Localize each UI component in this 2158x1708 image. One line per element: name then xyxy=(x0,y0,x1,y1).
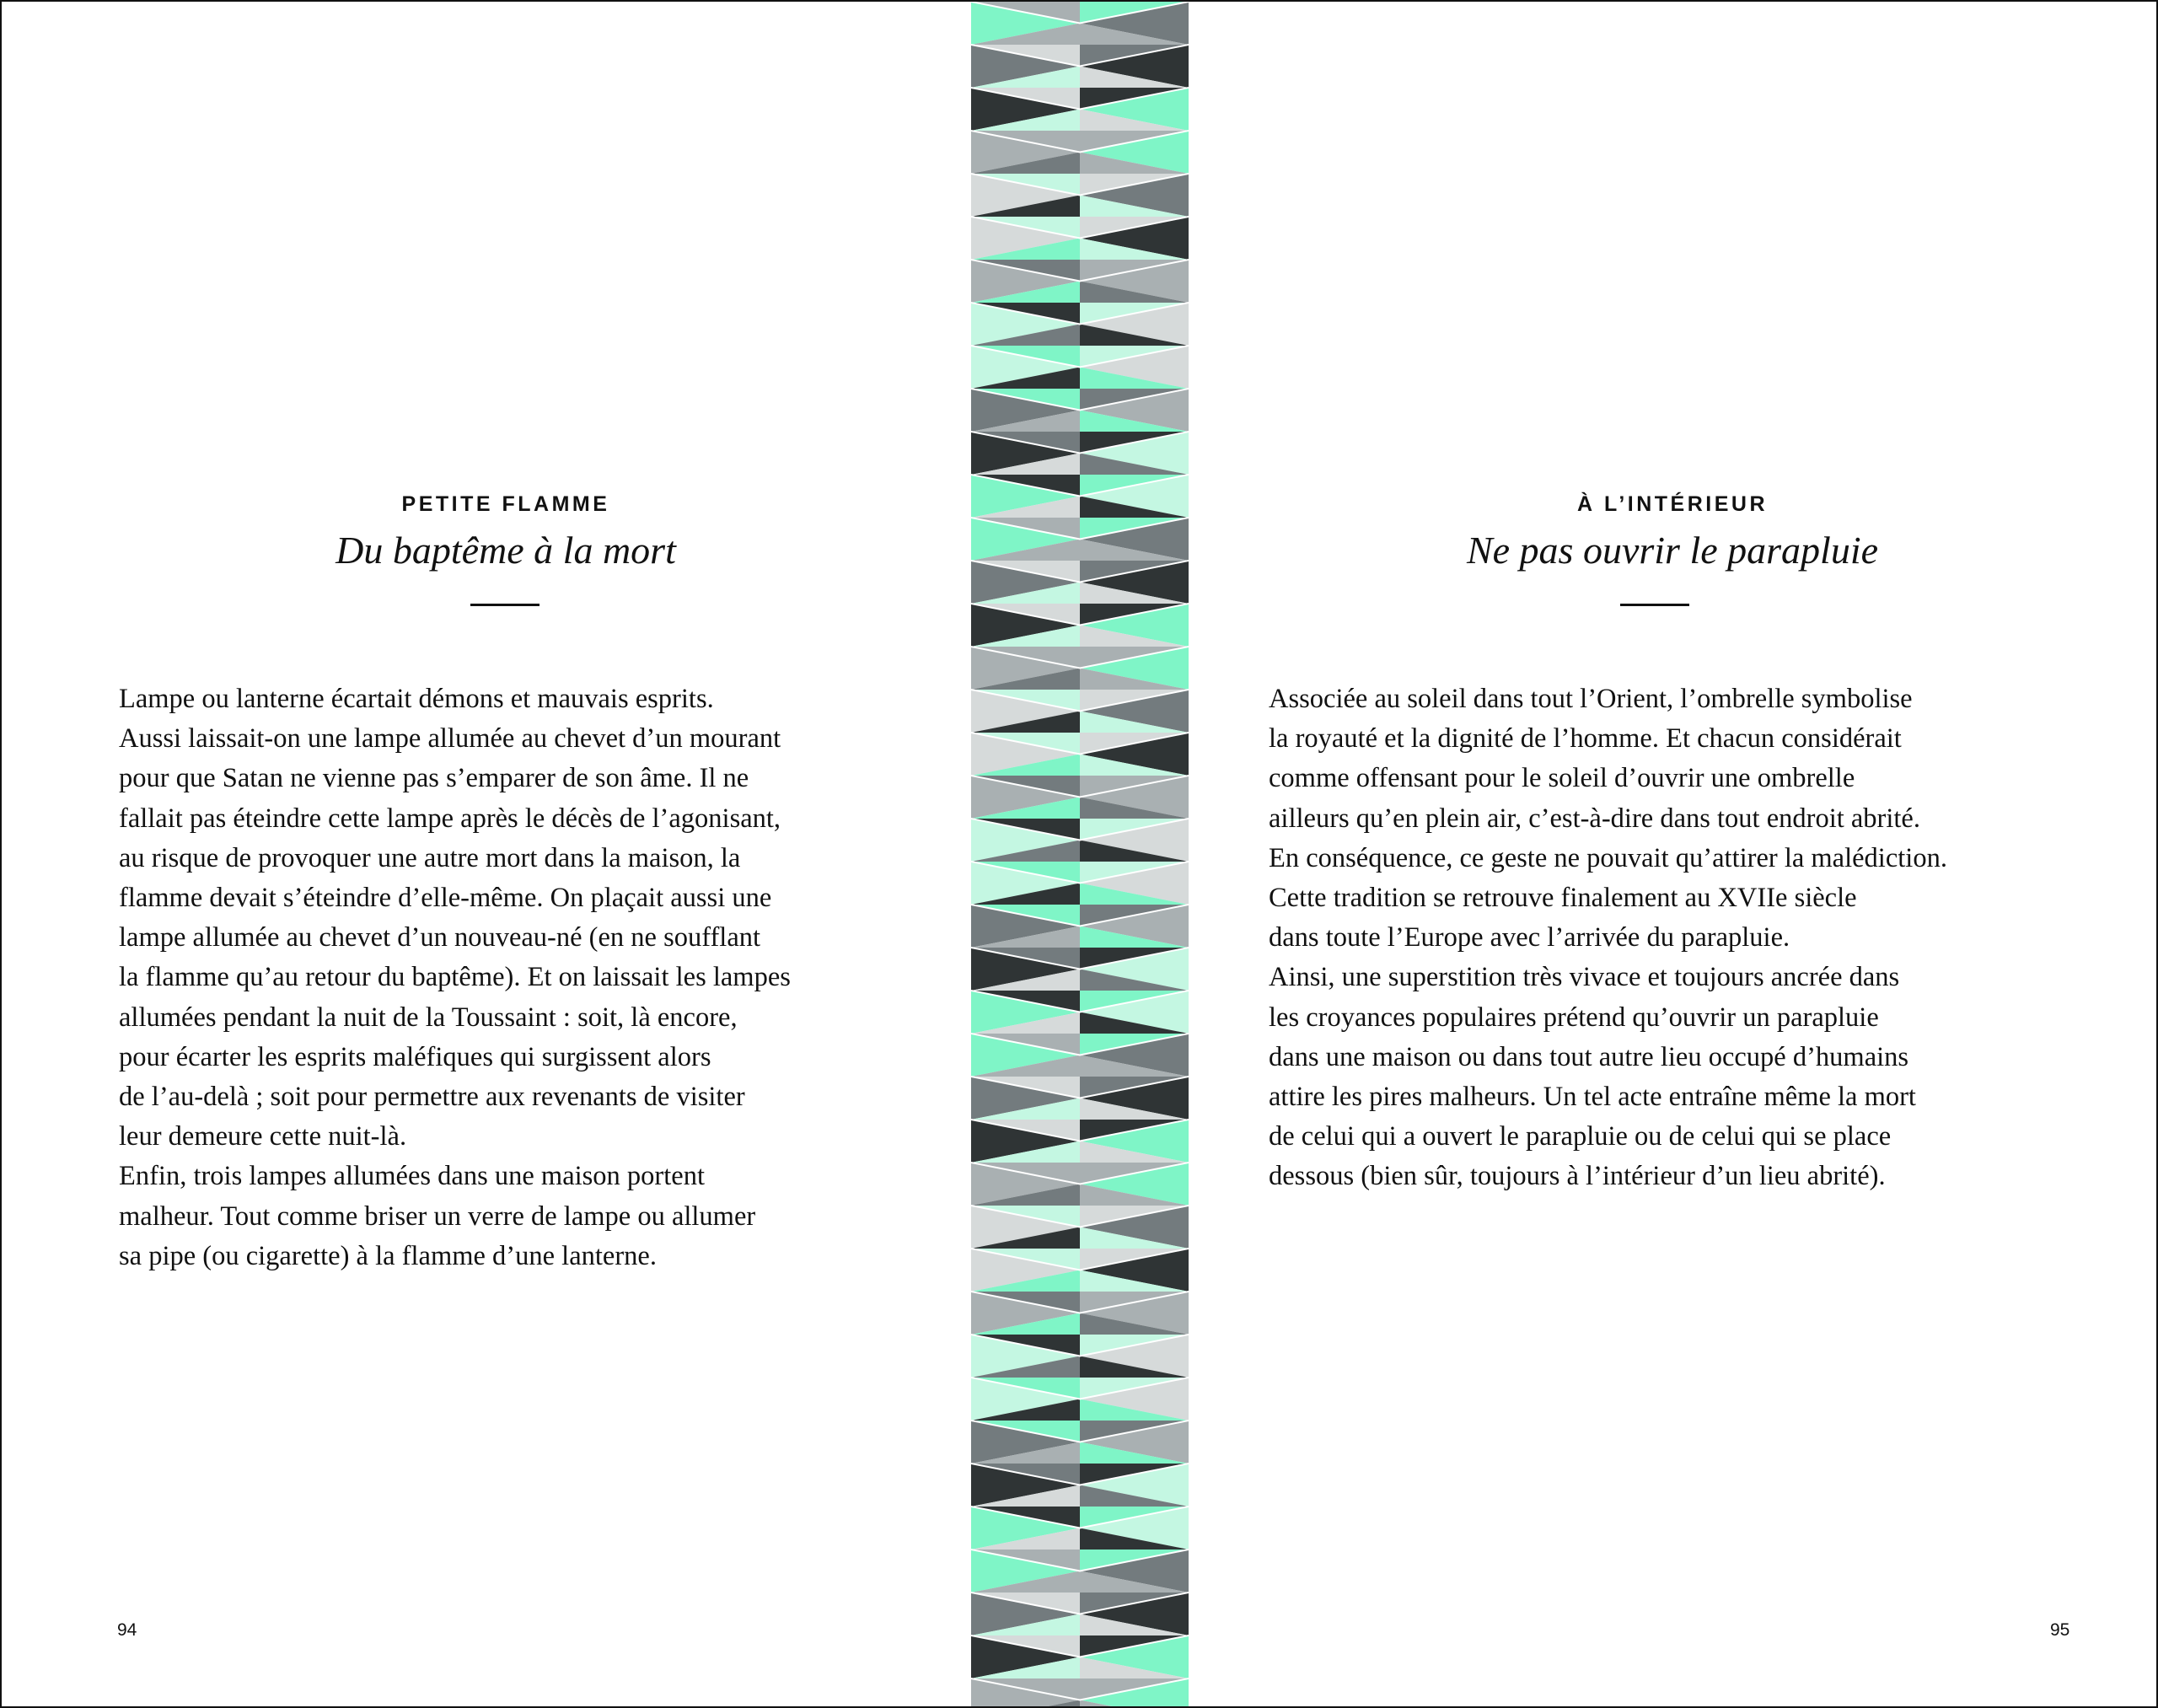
left-section-kicker: PETITE FLAMME xyxy=(401,492,610,516)
body-line: pour écarter les esprits maléfiques qui surgissent alors xyxy=(119,1041,711,1072)
body-line: Ainsi, une superstition très vivace et toujours ancrée dans xyxy=(1269,962,1900,993)
right-title-rule xyxy=(1620,604,1689,606)
right-body-text xyxy=(1269,679,1947,1197)
body-line: lampe allumée au chevet d’un nouveau-né (en ne soufflant xyxy=(119,922,761,953)
left-title-rule xyxy=(470,604,540,606)
body-line: leur demeure cette nuit-là. xyxy=(119,1121,407,1152)
body-line: Lampe ou lanterne écartait démons et mauvais esprits. xyxy=(119,684,714,714)
body-line: flamme devait s’éteindre d’elle-même. On plaçait aussi une xyxy=(119,883,772,914)
body-line: Associée au soleil dans tout l’Orient, l’ombrelle symbolise xyxy=(1269,684,1913,714)
body-line: la royauté et la dignité de l’homme. Et chacun considérait xyxy=(1269,723,1902,755)
body-line: Enfin, trois lampes allumées dans une maison portent xyxy=(119,1161,705,1192)
left-page-title: Du baptême à la mort xyxy=(336,529,676,572)
right-section-kicker: À L’INTÉRIEUR xyxy=(1576,492,1769,516)
body-line: En conséquence, ce geste ne pouvait qu’attirer la malédiction. xyxy=(1269,842,1947,873)
body-line: au risque de provoquer une autre mort dans la maison, la xyxy=(119,842,741,873)
body-line: de l’au-delà ; soit pour permettre aux revenants de visiter xyxy=(119,1082,745,1113)
body-line: fallait pas éteindre cette lampe après le décès de l’agonisant, xyxy=(119,803,781,834)
body-line: comme offensant pour le soleil d’ouvrir une ombrelle xyxy=(1269,763,1855,794)
left-page-number: 94 xyxy=(117,1620,137,1640)
body-line: de celui qui a ouvert le parapluie ou de celui qui se place xyxy=(1269,1121,1892,1152)
left-body-text xyxy=(119,679,791,1276)
body-line: allumées pendant la nuit de la Toussaint : soit, là encore, xyxy=(119,1002,738,1033)
body-line: Aussi laissait-on une lampe allumée au chevet d’un mourant xyxy=(119,723,781,755)
body-line: dans toute l’Europe avec l’arrivée du parapluie. xyxy=(1269,922,1790,953)
body-line: Cette tradition se retrouve finalement au XVIIe siècle xyxy=(1269,883,1857,914)
triangle-pattern-graphic xyxy=(971,2,1189,1706)
body-line: la flamme qu’au retour du baptême). Et on laissait les lampes xyxy=(119,962,791,993)
body-line: dans une maison ou dans tout autre lieu occupé d’humains xyxy=(1269,1041,1909,1072)
body-line: malheur. Tout comme briser un verre de lampe ou allumer xyxy=(119,1200,756,1232)
body-line: attire les pires malheurs. Un tel acte entraîne même la mort xyxy=(1269,1082,1916,1113)
body-line: dessous (bien sûr, toujours à l’intérieur d’un lieu abrité). xyxy=(1269,1161,1886,1192)
body-line: ailleurs qu’en plein air, c’est-à-dire dans tout endroit abrité. xyxy=(1269,803,1920,834)
right-page-title: Ne pas ouvrir le parapluie xyxy=(1466,529,1879,572)
body-line: sa pipe (ou cigarette) à la flamme d’une lanterne. xyxy=(119,1240,657,1271)
gutter-pattern-band xyxy=(971,2,1189,1706)
right-page-number: 95 xyxy=(2050,1620,2070,1640)
right-page xyxy=(1189,2,2156,1706)
left-page xyxy=(2,2,971,1706)
body-line: pour que Satan ne vienne pas s’emparer de son âme. Il ne xyxy=(119,763,749,794)
body-line: les croyances populaires prétend qu’ouvrir un parapluie xyxy=(1269,1002,1879,1033)
